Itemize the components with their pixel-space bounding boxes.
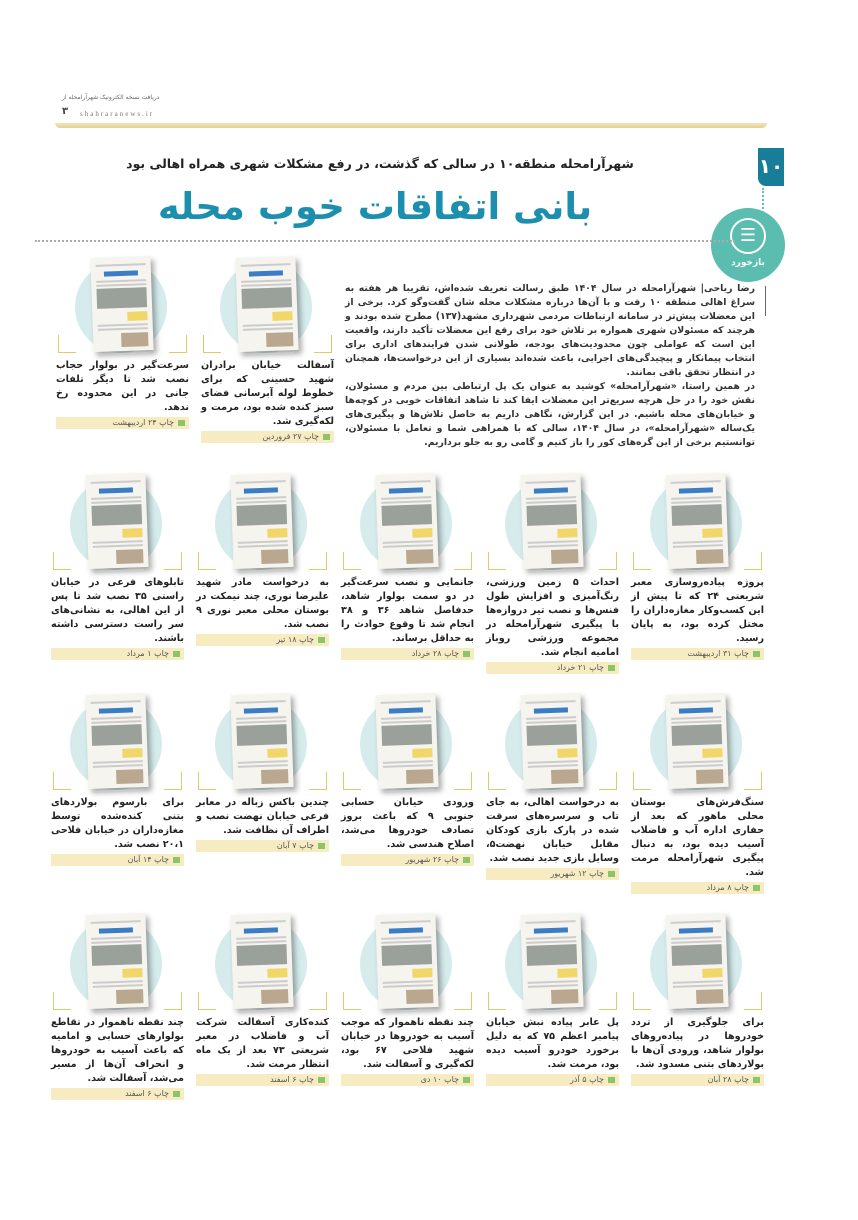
- newspaper-icon: [323, 434, 330, 440]
- print-date: چاپ ۱۰ دی: [420, 1075, 459, 1084]
- item-caption: ورودی خیابان حسابی جنوبی ۹ که باعث بروز تصادف خودروها می‌شد، اصلاح هندسی شد.: [341, 797, 474, 850]
- decorative-corner: [203, 335, 221, 353]
- decorative-corner: [488, 772, 506, 790]
- decorative-corner: [599, 992, 617, 1010]
- newspaper-icon: [608, 665, 615, 671]
- newspaper-thumbnail: [625, 472, 770, 572]
- newspaper-thumbnail: [45, 912, 190, 1012]
- feedback-item: [195, 255, 340, 443]
- item-caption: به درخواست مادر شهید علیرضا نوری، چند نیمکت در بوستان محلی معبر نوری ۹ نصب شد.: [196, 577, 329, 630]
- print-date: چاپ ۳۱ اردیبهشت: [687, 649, 749, 658]
- item-caption: کنده‌کاری آسفالت شرکت آب و فاضلاب در معبر شریعتی ۷۳ بعد از یک ماه انتظار مرمت شد.: [196, 1017, 329, 1070]
- print-date-bar: [486, 868, 619, 880]
- newspaper-page-image: [235, 256, 298, 352]
- newspaper-page-image: [85, 913, 148, 1009]
- print-date-bar: [51, 1088, 184, 1100]
- newspaper-page-image: [520, 473, 583, 569]
- newspaper-page-image: [230, 913, 293, 1009]
- item-caption: تابلوهای فرعی در خیابان راستی ۳۵ نصب شد تا پس از این اهالی، به نشانی‌های سر راست دسترسی داشته باشند.: [51, 577, 184, 644]
- decorative-corner: [454, 552, 472, 570]
- print-date-bar: [341, 648, 474, 660]
- newspaper-page-image: [85, 693, 148, 789]
- article-number-badge: ۱۰: [758, 148, 784, 186]
- print-date: چاپ ۵ آذر: [570, 1075, 604, 1084]
- feedback-item: [335, 912, 480, 1086]
- print-date: چاپ ۲۸ آبان: [707, 1075, 749, 1084]
- decorative-corner: [309, 552, 327, 570]
- feedback-item: [190, 692, 335, 852]
- print-date: چاپ ۱۸ تیر: [276, 635, 314, 644]
- newspaper-icon: [463, 651, 470, 657]
- print-date-bar: [631, 1074, 764, 1086]
- decorative-corner: [309, 772, 327, 790]
- feedback-item: [480, 692, 625, 880]
- decorative-corner: [633, 772, 651, 790]
- decorative-corner: [58, 335, 76, 353]
- item-caption: پل عابر پیاده نبش خیابان پیامبر اعظم ۷۵ که به دلیل برخورد خودرو آسیب دیده بود، مرمت شد.: [486, 1017, 620, 1070]
- newspaper-icon: [173, 1091, 180, 1097]
- article-title: بانی اتفاقات خوب محله: [157, 185, 593, 228]
- decorative-corner: [53, 992, 71, 1010]
- decorative-corner: [198, 552, 216, 570]
- chat-message-icon: ☰: [730, 218, 766, 254]
- decorative-corner: [599, 552, 617, 570]
- site-url[interactable]: shahraranews.ir: [80, 110, 155, 118]
- newspaper-page-image: [90, 256, 153, 352]
- feedback-item: [625, 912, 770, 1086]
- item-caption: جانمایی و نصب سرعت‌گیر در دو سمت بولوار شاهد، حدفاصل شاهد ۳۶ و ۳۸ انجام شد تا وقوع حوادث را به حداقل برساند.: [341, 577, 474, 644]
- print-date-bar: [51, 854, 184, 866]
- item-caption: برای بارسوم بولاردهای بتنی کنده‌شده توسط مغازه‌داران در خیابان فلاحی ۲۰،۱ نصب شد.: [51, 797, 184, 850]
- feedback-item: [625, 472, 770, 660]
- decorative-corner: [314, 335, 332, 353]
- print-date-bar: [341, 854, 474, 866]
- print-date: چاپ ۲۸ خرداد: [411, 649, 459, 658]
- decorative-corner: [633, 552, 651, 570]
- newspaper-icon: [463, 1077, 470, 1083]
- newspaper-icon: [608, 1077, 615, 1083]
- feedback-section-badge: [711, 208, 785, 282]
- newspaper-thumbnail: [50, 255, 195, 355]
- print-date: چاپ ۷ آبان: [276, 841, 314, 850]
- newspaper-page-image: [375, 913, 438, 1009]
- decorative-corner: [198, 772, 216, 790]
- newspaper-page-image: [665, 913, 728, 1009]
- newspaper-thumbnail: [335, 472, 480, 572]
- item-caption: برای جلوگیری از تردد خودروها در پیاده‌روهای بولوار شاهد، ورودی آن‌ها با بولاردهای بتنی مسدود شد.: [631, 1017, 764, 1070]
- newspaper-page-image: [85, 473, 148, 569]
- section-label: بازخورد: [731, 258, 765, 268]
- print-date: چاپ ۶ اسفند: [270, 1075, 314, 1084]
- decorative-corner: [169, 335, 187, 353]
- decorative-corner: [599, 772, 617, 790]
- decorative-corner: [343, 772, 361, 790]
- decorative-corner: [343, 992, 361, 1010]
- newspaper-page-image: [665, 693, 728, 789]
- print-date: چاپ ۲۱ خرداد: [556, 663, 604, 672]
- print-date-bar: [486, 1074, 619, 1086]
- print-date-bar: [56, 417, 189, 429]
- item-caption: سنگ‌فرش‌های بوستان محلی ماهور که بعد از حفاری اداره آب و فاضلاب آسیب دیده بود، به دنبال پیگیری شهرآرامحله مرمت شد.: [631, 797, 764, 878]
- print-date: چاپ ۶ اسفند: [125, 1089, 169, 1098]
- newspaper-thumbnail: [625, 912, 770, 1012]
- newspaper-thumbnail: [480, 912, 625, 1012]
- newspaper-thumbnail: [625, 692, 770, 792]
- feedback-item: [45, 472, 190, 660]
- newspaper-icon: [753, 885, 760, 891]
- newspaper-icon: [173, 651, 180, 657]
- newspaper-icon: [318, 1077, 325, 1083]
- newspaper-page-image: [520, 693, 583, 789]
- decorative-corner: [488, 992, 506, 1010]
- newspaper-thumbnail: [480, 472, 625, 572]
- feedback-item: [190, 912, 335, 1086]
- decorative-corner: [164, 992, 182, 1010]
- item-caption: آسفالت خیابان برادران شهید حسینی که برای خطوط لوله آبرسانی فضای سبز کنده شده بود، مرمت و لکه‌گیری شد.: [201, 360, 334, 427]
- newspaper-page-image: [230, 693, 293, 789]
- decorative-corner: [744, 992, 762, 1010]
- newspaper-thumbnail: [335, 692, 480, 792]
- newspaper-icon: [178, 420, 185, 426]
- newspaper-icon: [608, 871, 615, 877]
- decorative-corner: [309, 992, 327, 1010]
- newspaper-page-image: [375, 693, 438, 789]
- article-subtitle: شهرآرامحله منطقه۱۰ در سالی که گذشت، در رفع مشکلات شهری همراه اهالی بود: [126, 156, 634, 171]
- header-divider: [55, 123, 767, 128]
- decorative-corner: [744, 552, 762, 570]
- decorative-corner: [488, 552, 506, 570]
- intro-marker-line: [765, 286, 766, 316]
- item-caption: چند نقطه ناهموار در تقاطع بولوارهای حسابی و امامیه که باعث آسیب به خودروها و انحراف آن‌ها از مسیر می‌شد، آسفالت شد.: [51, 1017, 184, 1084]
- print-date-bar: [486, 662, 619, 674]
- newspaper-icon: [318, 843, 325, 849]
- print-date-bar: [196, 1074, 329, 1086]
- decorative-corner: [53, 552, 71, 570]
- newspaper-thumbnail: [195, 255, 340, 355]
- print-date: چاپ ۲۷ فروردین: [262, 432, 319, 441]
- newspaper-thumbnail: [45, 472, 190, 572]
- newspaper-thumbnail: [190, 472, 335, 572]
- decorative-corner: [633, 992, 651, 1010]
- decorative-corner: [744, 772, 762, 790]
- print-date-bar: [196, 634, 329, 646]
- feedback-item: [335, 692, 480, 866]
- newspaper-icon: [753, 651, 760, 657]
- item-caption: به درخواست اهالی، به جای تاب و سرسره‌های سرقت شده در پارک بازی کودکان مقابل خیابان نهضت۵، وسایل بازی جدید نصب شد.: [486, 797, 619, 864]
- newspaper-page-image: [375, 473, 438, 569]
- print-date-bar: [341, 1074, 474, 1086]
- item-caption: چندین باکس زباله در معابر فرعی خیابان نهضت نصب و اطراف آن نظافت شد.: [196, 797, 329, 836]
- print-date-bar: [51, 648, 184, 660]
- feedback-item: [480, 472, 625, 674]
- newspaper-thumbnail: [190, 912, 335, 1012]
- print-date-bar: [201, 431, 334, 443]
- print-date: چاپ ۲۶ شهریور: [405, 855, 459, 864]
- feedback-item: [45, 692, 190, 866]
- newspaper-thumbnail: [335, 912, 480, 1012]
- intro-paragraph: رضا ریاحی| شهرآرامحله در سال ۱۴۰۴ طبق رسالت تعریف شده‌اش، تقریبا هر هفته به سراغ اهالی منطقه ۱۰ رفت و با آن‌ها درباره مشکلات محله شان گفت‌وگو کرد. برخی از این معضلات پیش‌تر در سامانه ارتباطات مردمی شهرداری مشهد(۱۳۷) مطرح شده بودند و هرچند که مسئولان شهری همواره بر تلاش خود برای رفع این معضلات تأکید دارند، واقعیت این است که عواملی چون محدودیت‌های بودجه، طولانی شدن فرایندهای اداری برای انتخاب پیمانکار و پیچیدگی‌های اجرایی، باعث شده‌اند بسیاری از این درخواست‌ها، همچنان در انتظار تحقق باقی بمانند.: [345, 283, 755, 378]
- item-caption: پروژه پیاده‌روسازی معبر شریعتی ۲۴ که تا پیش از این کسب‌وکار مغازه‌داران را مختل کرده بود، به پایان رسید.: [631, 577, 764, 644]
- intro-paragraph: در همین راستا، «شهرآرامحله» کوشید به عنوان یک پل ارتباطی بین مردم و مسئولان، نقش خود را در حل هرچه سریع‌تر این معضلات ایفا کند تا شاهد اتفاقات خوبی در کوچه‌ها و خیابان‌های محله باشیم. در این گزارش، نگاهی داریم به حاصل تلاش‌ها و پیگیری‌های یک‌ساله «شهرآرامحله»، در سال ۱۴۰۴، سالی که با همراهی شما و تعامل با مسئولان، توانستیم برخی از این گره‌های کور را باز کنیم و گامی رو به جلو برداریم.: [345, 381, 756, 448]
- newspaper-icon: [173, 857, 180, 863]
- print-date: چاپ ۱ مرداد: [126, 649, 169, 658]
- decorative-corner: [454, 772, 472, 790]
- item-caption: سرعت‌گیر در بولوار حجاب نصب شد تا دیگر تلفات جانی در این محدوده رخ ندهد.: [56, 360, 189, 413]
- print-date-bar: [196, 840, 329, 852]
- decorative-corner: [198, 992, 216, 1010]
- item-caption: احداث ۵ زمین ورزشی، رنگ‌آمیزی و افزایش طول فنس‌ها و نصب تیر دروازه‌ها با پیگیری شهرآرامحله در مجموعه ورزشی روباز امامیه انجام شد.: [486, 577, 619, 658]
- newspaper-icon: [463, 857, 470, 863]
- item-caption: چند نقطه ناهموار که موجب آسیب به خودروها در خیابان شهید فلاحی ۶۷ بود، لکه‌گیری و آسفالت شد.: [341, 1017, 474, 1070]
- newspaper-thumbnail: [480, 692, 625, 792]
- newspaper-page-image: [230, 473, 293, 569]
- decorative-corner: [53, 772, 71, 790]
- print-date-bar: [631, 648, 764, 660]
- print-date: چاپ ۱۴ آبان: [127, 855, 169, 864]
- decorative-corner: [164, 772, 182, 790]
- print-date: چاپ ۲۴ اردیبهشت: [112, 418, 174, 427]
- print-date: چاپ ۸ مرداد: [706, 883, 749, 892]
- feedback-item: [50, 255, 195, 429]
- print-date-bar: [631, 882, 764, 894]
- feedback-item: [45, 912, 190, 1100]
- print-date: چاپ ۱۲ شهریور: [550, 869, 604, 878]
- decorative-corner: [454, 992, 472, 1010]
- download-text: دریافت نسخه الکترونیک شهرآرامحله از: [62, 94, 160, 101]
- article-intro: [345, 282, 755, 450]
- decorative-corner: [343, 552, 361, 570]
- newspaper-icon: [753, 1077, 760, 1083]
- decorative-corner: [164, 552, 182, 570]
- newspaper-page-image: [520, 913, 583, 1009]
- newspaper-icon: [318, 637, 325, 643]
- newspaper-thumbnail: [190, 692, 335, 792]
- feedback-item: [625, 692, 770, 894]
- newspaper-thumbnail: [45, 692, 190, 792]
- page-number: ۳: [62, 106, 69, 117]
- newspaper-page-image: [665, 473, 728, 569]
- dotted-divider: [35, 240, 735, 242]
- feedback-item: [335, 472, 480, 660]
- feedback-item: [190, 472, 335, 646]
- feedback-item: [480, 912, 625, 1086]
